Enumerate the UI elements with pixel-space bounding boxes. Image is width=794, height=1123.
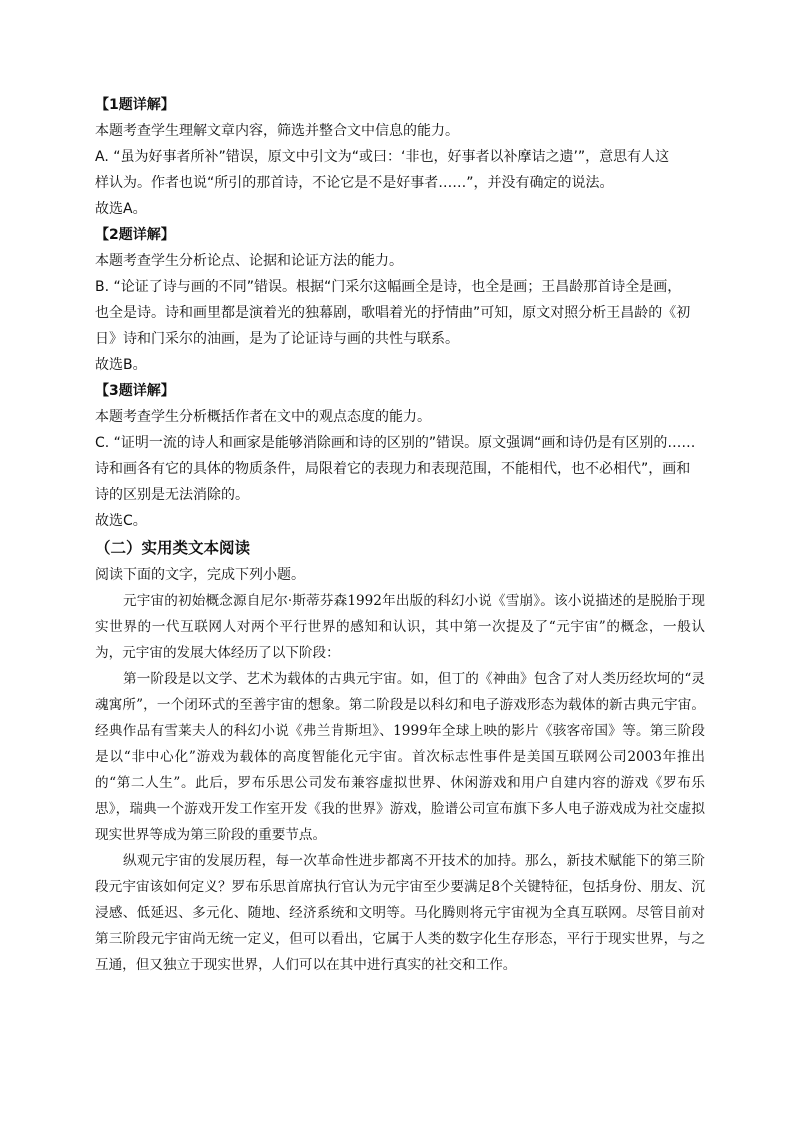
answer-heading: 【3题详解】 <box>95 383 175 399</box>
answer-block-1 <box>95 92 705 222</box>
explanation-line: C. “证明一流的诗人和画家是能够消除画和诗的区别的”错误。原文强调“画和诗仍是有区别的…… <box>95 435 696 451</box>
reading-instruction: 阅读下面的文字，完成下列小题。 <box>95 567 305 583</box>
explanation-line: A. “虽为好事者所补”错误，原文中引文为“或曰：‘非也，好事者以补摩诘之遗’”，意思有人这 <box>95 149 670 165</box>
answer-intro: 本题考查学生分析概括作者在文中的观点态度的能力。 <box>95 409 431 425</box>
passage-paragraph: 元宇宙的初始概念源自尼尔·斯蒂芬森1992年出版的科幻小说《雪崩》。该小说描述的是脱胎于现实世界的一代互联网人对两个平行世界的感知和认识，其中第一次提及了“元宇宙”的概念，一般认为，元宇宙的发展大体经历了以下阶段： <box>95 593 705 661</box>
explanation-line: 也全是诗。诗和画里都是演着光的独幕剧，歌唱着光的抒情曲”可知，原文对照分析王昌龄的《初 <box>95 305 691 321</box>
reading-passage <box>95 588 705 978</box>
answer-choice: 故选A。 <box>95 201 147 217</box>
passage-paragraph: 纵观元宇宙的发展历程，每一次革命性进步都离不开技术的加持。那么，新技术赋能下的第三阶段元宇宙该如何定义？罗布乐思首席执行官认为元宇宙至少要满足8个关键特征，包括身份、朋友、沉浸感、低延迟、多元化、随地、经济系统和文明等。马化腾则将元宇宙视为全真互联网。尽管目前对第三阶段元宇宙尚无统一定义，但可以看出，它属于人类的数字化生存形态，平行于现实世界，与之互通，但又独立于现实世界，人们可以在其中进行真实的社交和工作。 <box>95 853 705 973</box>
explanation-line: B. “论证了诗与画的不同”错误。根据“门采尔这幅画全是诗，也全是画；王昌龄那首诗全是画， <box>95 279 682 295</box>
answer-choice: 故选B。 <box>95 357 147 373</box>
explanation-line: 诗的区别是无法消除的。 <box>95 487 249 503</box>
answer-intro: 本题考查学生分析论点、论据和论证方法的能力。 <box>95 253 403 269</box>
explanation-line: 诗和画各有它的具体的物质条件，局限着它的表现力和表现范围，不能相代，也不必相代”，画和 <box>95 461 691 477</box>
explanation-line: 日》诗和门采尔的油画，是为了论证诗与画的共性与联系。 <box>95 331 459 347</box>
section-title: （二）实用类文本阅读 <box>95 539 251 557</box>
answer-intro: 本题考查学生理解文章内容，筛选并整合文中信息的能力。 <box>95 123 459 139</box>
explanation-line: 样认为。作者也说“所引的那首诗，不论它是不是好事者……”，并没有确定的说法。 <box>95 175 614 191</box>
answer-block-2 <box>95 222 705 378</box>
answer-heading: 【2题详解】 <box>95 227 175 243</box>
answer-choice: 故选C。 <box>95 513 147 529</box>
passage-paragraph: 第一阶段是以文学、艺术为载体的古典元宇宙。如，但丁的《神曲》包含了对人类历经坎坷的“灵魂寓所”，一个闭环式的至善宇宙的想象。第二阶段是以科幻和电子游戏形态为载体的新古典元宇宙。经典作品有雪莱夫人的科幻小说《弗兰肯斯坦》、1999年全球上映的影片《骇客帝国》等。第三阶段是以“非中心化”游戏为载体的高度智能化元宇宙。首次标志性事件是美国互联网公司2003年推出的“第二人生”。此后，罗布乐思公司发布兼容虚拟世界、休闲游戏和用户自建内容的游戏《罗布乐思》，瑞典一个游戏开发工作室开发《我的世界》游戏，脸谱公司宣布旗下多人电子游戏成为社交虚拟现实世界等成为第三阶段的重要节点。 <box>95 671 705 843</box>
answer-heading: 【1题详解】 <box>95 97 175 113</box>
answer-block-3 <box>95 378 705 534</box>
document-page <box>95 92 705 978</box>
